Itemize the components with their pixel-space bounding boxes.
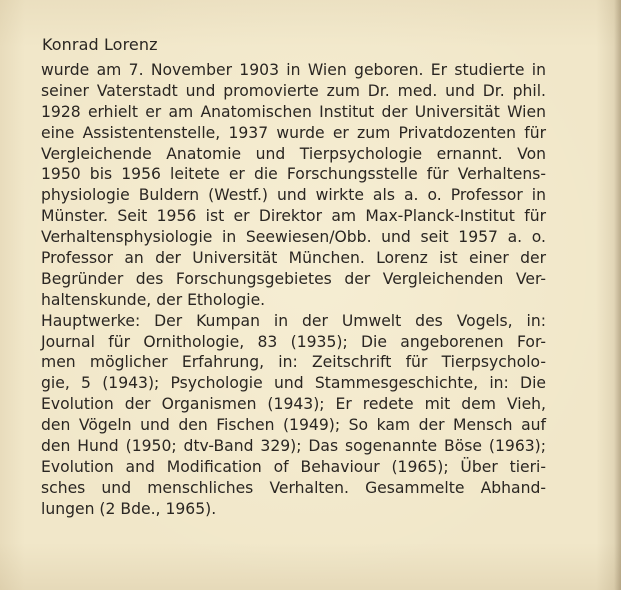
biography-line: seiner Vaterstadt und promovierte zum Dr. med. und Dr. phil. bbox=[41, 81, 546, 100]
author-name: Konrad Lorenz bbox=[42, 35, 158, 54]
biography-line: physiologie Buldern (Westf.) und wirkte als a. o. Professor in bbox=[41, 186, 546, 205]
works-line: men möglicher Erfahrung, in: Zeitschrift für Tierpsycholo- bbox=[41, 353, 546, 372]
works-line: den Vögeln und den Fischen (1949); So kam der Mensch auf bbox=[41, 416, 546, 435]
text-block bbox=[41, 60, 546, 520]
works-line: Hauptwerke: Der Kumpan in der Umwelt des Vogels, in: bbox=[41, 311, 546, 330]
works-line: sches und menschliches Verhalten. Gesammelte Abhand- bbox=[41, 478, 546, 497]
biography-line: Münster. Seit 1956 ist er Direktor am Max-Planck-Institut für bbox=[41, 207, 546, 226]
biography-line: Begründer des Forschungsgebietes der Vergleichenden Ver- bbox=[41, 269, 546, 288]
biography-line: Vergleichende Anatomie und Tierpsychologie ernannt. Von bbox=[41, 144, 546, 163]
biography-line: 1928 erhielt er am Anatomischen Institut der Universität Wien bbox=[41, 102, 546, 121]
biography-line: eine Assistentenstelle, 1937 wurde er zum Privatdozenten für bbox=[41, 123, 546, 142]
works-line: Evolution and Modification of Behaviour (1965); Über tieri- bbox=[41, 457, 546, 476]
biography-paragraph bbox=[41, 60, 546, 311]
biography-line: wurde am 7. November 1903 in Wien geboren. Er studierte in bbox=[41, 61, 546, 79]
biography-line: Professor an der Universität München. Lorenz ist einer der bbox=[41, 249, 546, 268]
works-line: gie, 5 (1943); Psychologie und Stammesgeschichte, in: Die bbox=[41, 374, 546, 393]
works-paragraph bbox=[41, 311, 546, 520]
biography-line: Verhaltensphysiologie in Seewiesen/Obb. und seit 1957 a. o. bbox=[41, 228, 546, 247]
works-line: den Hund (1950; dtv-Band 329); Das sogenannte Böse (1963); bbox=[41, 437, 546, 456]
works-line: Evolution der Organismen (1943); Er redete mit dem Vieh, bbox=[41, 395, 546, 414]
biography-line: 1950 bis 1956 leitete er die Forschungsstelle für Verhaltens- bbox=[41, 165, 546, 184]
works-line: Journal für Ornithologie, 83 (1935); Die angeborenen For- bbox=[41, 332, 546, 351]
works-line: lungen (2 Bde., 1965). bbox=[41, 499, 217, 518]
page-edge-shadow bbox=[614, 0, 621, 590]
biography-line: haltenskunde, der Ethologie. bbox=[41, 290, 266, 309]
